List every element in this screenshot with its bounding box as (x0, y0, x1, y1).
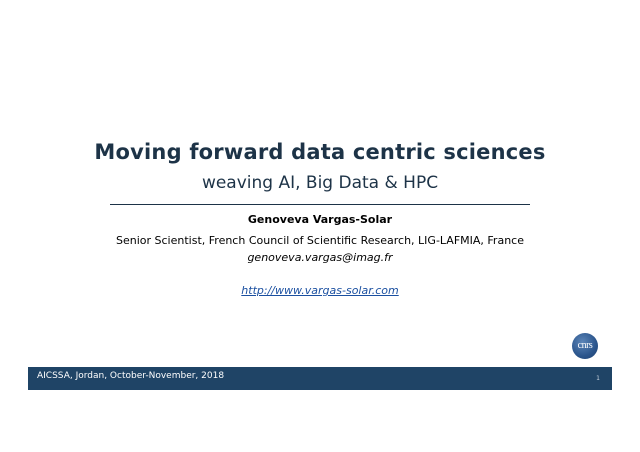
author-email: genoveva.vargas@imag.fr (247, 251, 393, 264)
cnrs-logo: cnrs (572, 333, 598, 359)
author-name: Genoveva Vargas-Solar (247, 213, 393, 226)
footer-bar (28, 367, 612, 390)
website-link[interactable]: http://www.vargas-solar.com (241, 284, 399, 297)
slide-title: Moving forward data centric sciences (94, 140, 546, 164)
slide-subtitle: weaving AI, Big Data & HPC (201, 173, 439, 193)
page-number: 1 (596, 375, 600, 382)
title-divider (110, 204, 530, 205)
author-affiliation: Senior Scientist, French Council of Scientific Research, LIG-LAFMIA, France (116, 234, 524, 247)
footer-event: AICSSA, Jordan, October-November, 2018 (37, 371, 225, 381)
